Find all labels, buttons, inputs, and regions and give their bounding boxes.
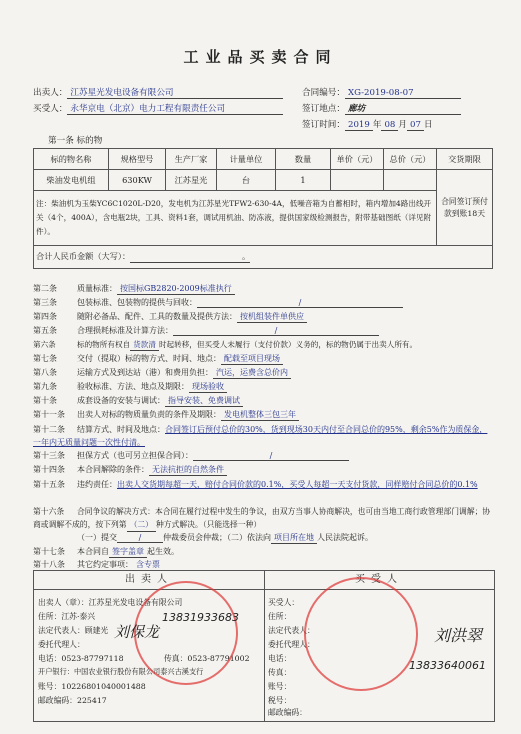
contract-no-line: 合同编号： XG-2019-08-07 [302, 86, 461, 99]
clause-14: 第十四条 本合同解除的条件： 无法抗拒的自然条件 [33, 464, 227, 476]
clause-18: 第十八条 其它约定事项： 含专票 [33, 559, 163, 571]
buyer-signature-block: 买受人 买受人： 住所： 法定代表人： 委托代理人： 电话： 传真： 账号： 税号： 邮政编码： 刘洪翠 13833640061 [264, 571, 494, 721]
clause-4: 第四条 随附必备品、配件、工具的数量及提供方法： 按机组装件单供应 [33, 311, 307, 323]
clause-6: 第六条 标的物所有权自 货款清 时起转移，但买受人未履行（支付价款）义务的，标的物仍属于出卖人所有。 [33, 340, 418, 349]
section-1-heading: 第一条 标的物 [48, 136, 103, 146]
delivery-term: 合同签订预付款到账18天 [437, 170, 493, 246]
clause-15: 第十五条 违约责任：出卖人交货期每超一天，赔付合同价款的0.1%，买受人每超一天支付货款，同样赔付合同总价的0.1% [33, 480, 478, 489]
clause-7: 第七条 交付（提取）标的物方式、时间、地点： 配载至项目现场 [33, 353, 283, 365]
clause-13: 第十三条 担保方式（也可另立担保合同）： / [33, 450, 349, 461]
total-amount: 合计人民币金额（大写）： 。 [34, 246, 493, 269]
clause-17: 第十七条 本合同自 签字盖章 起生效。 [33, 547, 179, 556]
document-title: 工业品买卖合同 [183, 48, 338, 66]
signature-table [33, 570, 495, 722]
table-note-row [34, 191, 493, 246]
clause-2: 第二条 质量标准： 按国标GB2820-2009标准执行 [33, 283, 235, 295]
sign-date-line: 签订时间： 2019 年 08 月 07 日 [302, 120, 433, 130]
clause-5: 第五条 合理损耗标准及计算方法： / [33, 325, 379, 336]
seller-signature-block: 出卖人 出卖人（章）：江苏星光发电设备有限公司 住所：江苏·泰兴 法定代表人：顾建光 委托代理人： 电话：0523-87797118 传真：0523-87791002 开户银行：中国农业银行股份有限公司泰兴古溪支行 账号：10226801040001488 邮政编码：225417 刘保龙 13831933683 [34, 571, 265, 721]
clause-11: 第十一条 出卖人对标的物质量负责的条件及期限： 发电机整体三包三年 [33, 409, 299, 421]
seller-line: 出卖人： 江苏星光发电设备有限公司 [33, 86, 283, 99]
clause-16-options: （一）提交 / 仲裁委员会仲裁；（二）依法向 项目所在地 人民法院起诉。 [77, 533, 373, 542]
buyer-handwritten-signature: 刘洪翠 [434, 626, 483, 645]
clause-10: 第十条 成套设备的安装与调试： 指导安装、免费调试 [33, 395, 243, 407]
buyer-seal-icon [304, 577, 418, 691]
clause-8: 第八条 运输方式及到达站（港）和费用负担： 汽运，运费含总价内 [33, 367, 291, 379]
seller-name: 江苏星光发电设备有限公司 [67, 86, 283, 99]
seller-handwritten-phone: 13831933683 [162, 611, 239, 624]
table-header-row: 标的物名称 规格型号 生产厂家 计量单位 数量 单价（元） 总价（元） 交货期限 [34, 149, 493, 170]
table-total-row [34, 246, 493, 269]
seller-handwritten-signature: 刘保龙 [114, 623, 160, 641]
table-row: 柴油发电机组 630KW 江苏星光 台 1 合同签订预付款到账18天 [34, 170, 493, 191]
buyer-line: 买受人： 永华京电（北京）电力工程有限责任公司 [33, 102, 283, 115]
clause-12: 第十二条 结算方式、时间及地点：合同签订后预付总价的30%，货到现场30天内付至合同总价的95%，剩余5%作为质保金，一年内无质量问题一次性付清。 [33, 425, 488, 447]
sign-place: 廊坊 [345, 102, 461, 115]
contract-no: XG-2019-08-07 [345, 88, 461, 99]
buyer-name: 永华京电（北京）电力工程有限责任公司 [67, 102, 283, 115]
clause-9: 第九条 验收标准、方法、地点及期限： 现场验收 [33, 381, 227, 393]
goods-note: 注：柴油机为玉柴YC6C1020L-D20，发电机为江苏星光TFW2-630-4A，低噪音箱为自蓄相时，箱内增加4路出线开关（4个，400A），含电瓶2块，工具、资料1套，调试用机油、防冻液，提供国家级检测报告，附带基础图纸（详见附件）。 [34, 191, 437, 246]
clause-3: 第三条 包装标准、包装物的提供与回收： / [33, 297, 403, 308]
buyer-handwritten-phone: 13833640061 [409, 659, 486, 672]
sign-place-line: 签订地点： 廊坊 [302, 102, 461, 115]
goods-table [33, 148, 493, 269]
clause-16: 第十六条 合同争议的解决方式：本合同在履行过程中发生的争议，由双方当事人协商解决，也可由当地工商行政管理部门调解；协商或调解不成的，按下列第 （二） 种方式解决。（只能选择一种） [33, 505, 493, 532]
